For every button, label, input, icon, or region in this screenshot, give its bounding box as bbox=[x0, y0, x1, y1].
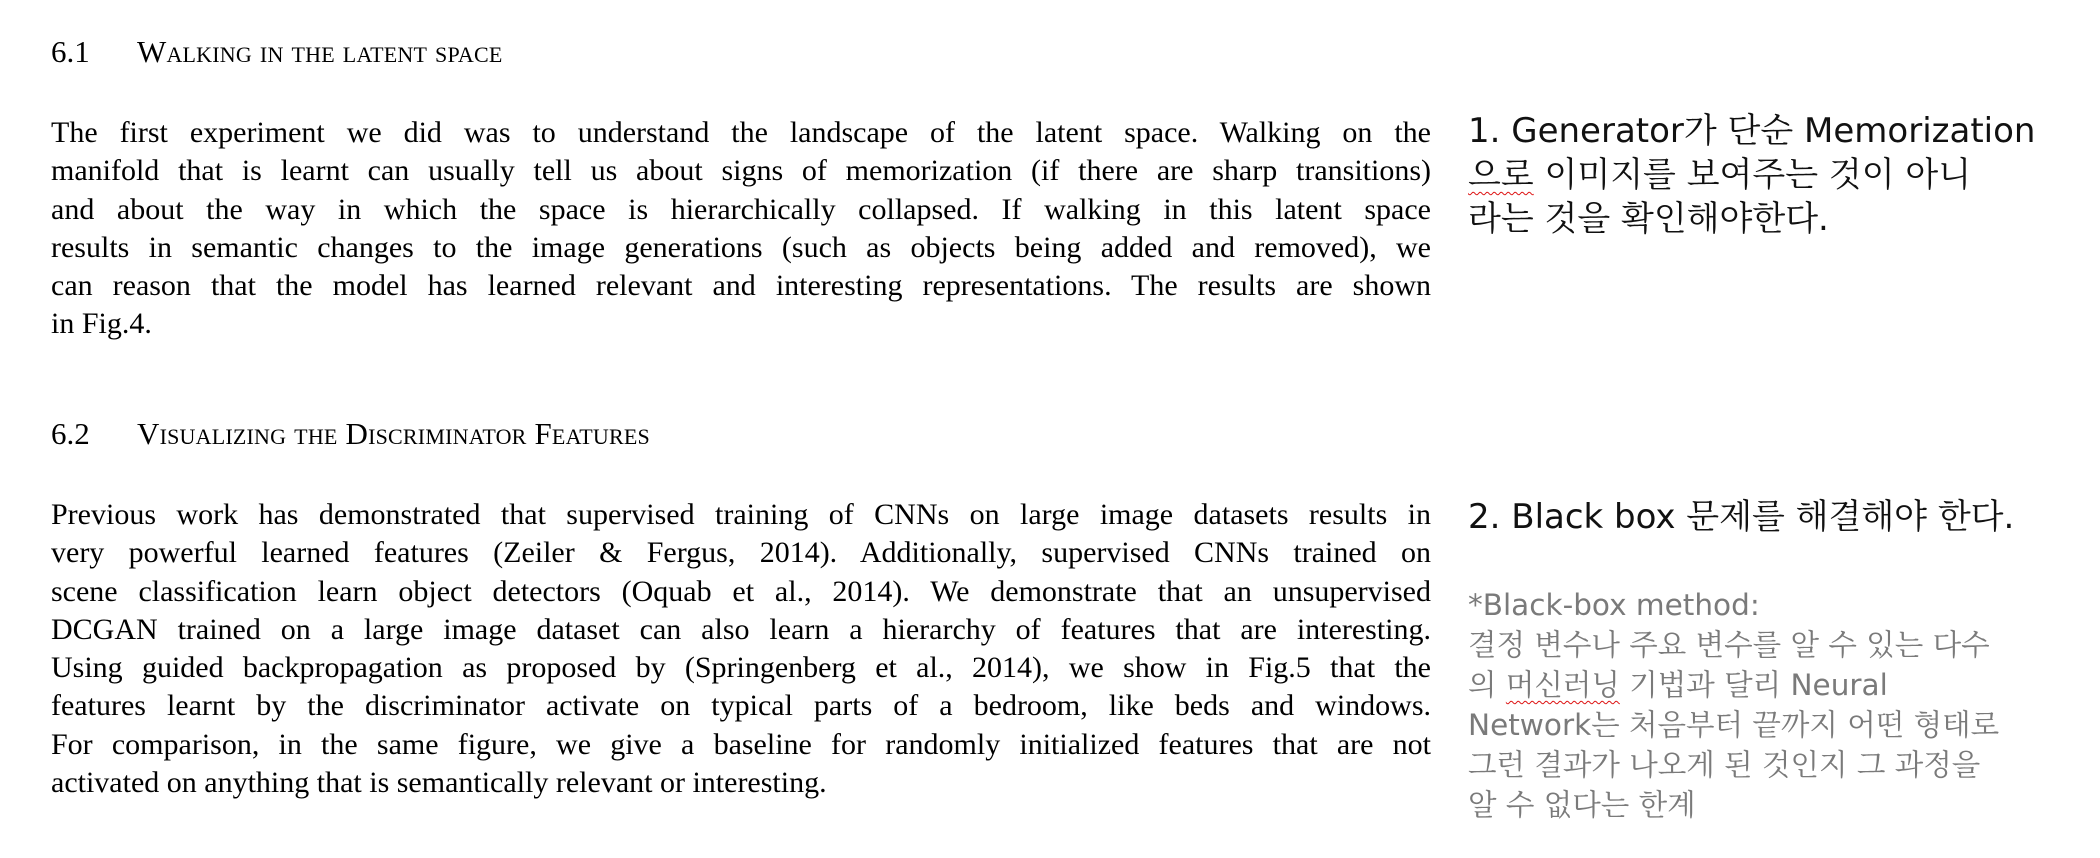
note-text: 이미지를 보여주는 것이 아니 bbox=[1533, 155, 1972, 195]
spellcheck-word[interactable]: 으로 bbox=[1468, 155, 1534, 195]
paragraph-line: Previous work has demonstrated that supervised training of CNNs on large image datasets results in bbox=[51, 498, 1431, 531]
paragraph-line: activated on anything that is semantically relevant or interesting. bbox=[51, 766, 827, 800]
note-text: 기법과 달리 Neural bbox=[1619, 668, 1888, 702]
spellcheck-word[interactable]: 머신러닝 bbox=[1505, 668, 1620, 702]
paragraph-line: in Fig.4. bbox=[51, 307, 152, 341]
definition-term: *Black-box method: bbox=[1468, 588, 1760, 622]
note-line bbox=[1468, 153, 2093, 197]
note-line: 라는 것을 확인해야한다. bbox=[1468, 199, 1829, 239]
paragraph-line: The first experiment we did was to understand the landscape of the latent space. Walking on the bbox=[51, 116, 1431, 149]
paragraph-6-2 bbox=[51, 496, 1431, 802]
paragraph-line: and about the way in which the space is hierarchically collapsed. If walking in this latent space bbox=[51, 192, 1431, 226]
note-line: 알 수 없다는 한계 bbox=[1468, 788, 1696, 822]
paragraph-6-1 bbox=[51, 114, 1431, 344]
section-title: Visualizing the Discriminator Features bbox=[137, 416, 650, 451]
note-line: 1. Generator가 단순 Memorization bbox=[1468, 111, 2036, 151]
annotation-definition bbox=[1468, 585, 2093, 825]
annotation-note-1 bbox=[1468, 109, 2093, 241]
section-heading-6-1 bbox=[51, 36, 503, 67]
note-line bbox=[1468, 665, 2093, 705]
paragraph-line: For comparison, in the same figure, we give a baseline for randomly initialized features that are not bbox=[51, 727, 1431, 761]
paragraph-line: very powerful learned features (Zeiler & Fergus, 2014). Additionally, supervised CNNs trained on bbox=[51, 536, 1431, 570]
section-title: Walking in the latent space bbox=[137, 34, 503, 69]
paragraph-line: can reason that the model has learned relevant and interesting representations. The results are shown bbox=[51, 269, 1431, 303]
section-heading-6-2 bbox=[51, 418, 650, 449]
note-text: 의 bbox=[1468, 668, 1506, 702]
paragraph-line: scene classification learn object detectors (Oquab et al., 2014). We demonstrate that an unsupervised bbox=[51, 574, 1431, 608]
paragraph-line: Using guided backpropagation as proposed by (Springenberg et al., 2014), we show in Fig.5 that the bbox=[51, 651, 1431, 685]
paragraph-line: results in semantic changes to the image generations (such as objects being added and removed), we bbox=[51, 230, 1431, 264]
paragraph-line: DCGAN trained on a large image dataset can also learn a hierarchy of features that are interesting. bbox=[51, 612, 1431, 646]
note-line: 결정 변수나 주요 변수를 알 수 있는 다수 bbox=[1468, 628, 1990, 662]
paragraph-line: manifold that is learnt can usually tell us about signs of memorization (if there are sharp transitions) bbox=[51, 154, 1431, 188]
paragraph-line: features learnt by the discriminator activate on typical parts of a bedroom, like beds and windows. bbox=[51, 689, 1431, 723]
note-line: 그런 결과가 나오게 된 것인지 그 과정을 bbox=[1468, 748, 1981, 782]
note-line: 2. Black box 문제를 해결해야 한다. bbox=[1468, 497, 2015, 537]
section-number: 6.2 bbox=[51, 416, 90, 451]
annotation-note-2 bbox=[1468, 495, 2093, 539]
note-line: Network는 처음부터 끝까지 어떤 형태로 bbox=[1468, 708, 2000, 742]
section-number: 6.1 bbox=[51, 34, 90, 69]
